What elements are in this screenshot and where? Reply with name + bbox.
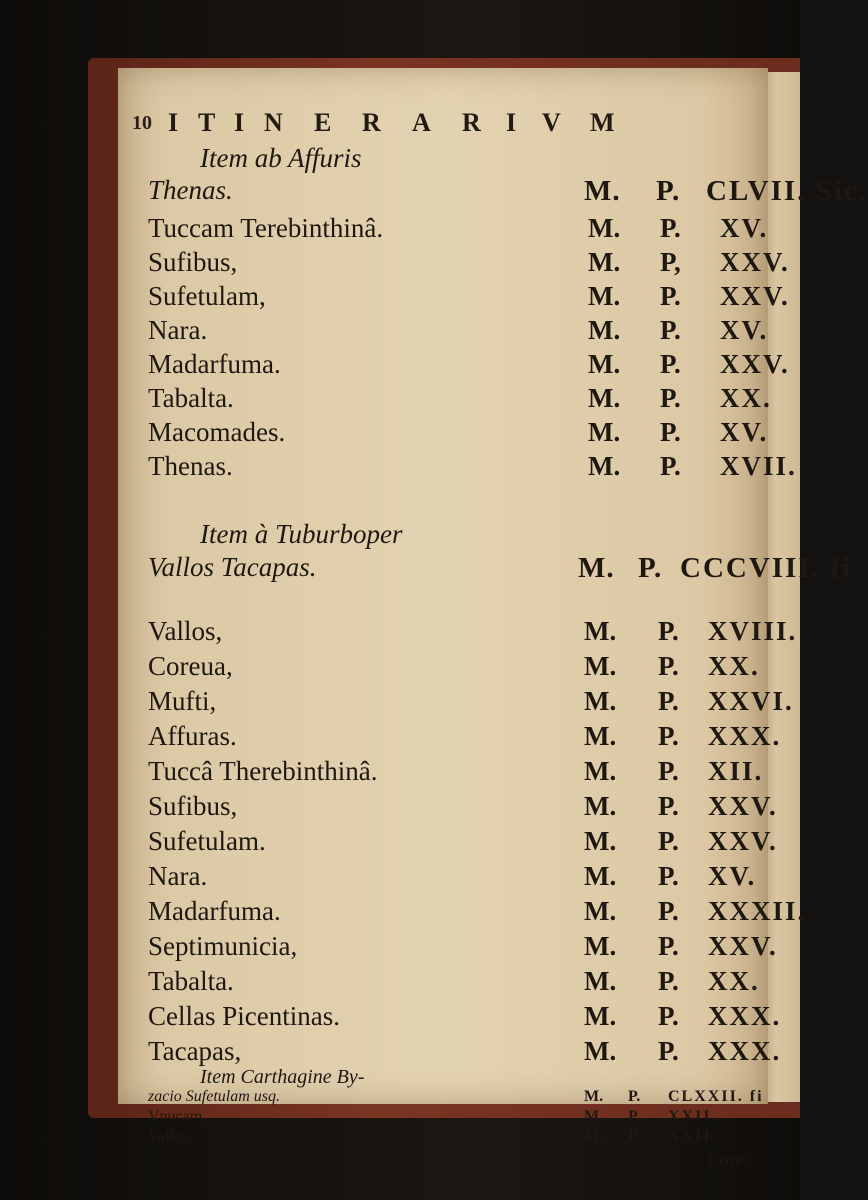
catchword: Core: bbox=[708, 1150, 748, 1170]
itinerary-row bbox=[148, 349, 790, 381]
miles-abbrev: M. bbox=[584, 616, 617, 646]
distance-value: XXX. bbox=[708, 721, 782, 751]
itinerary-row bbox=[148, 1128, 768, 1146]
place-name: Septimunicia, bbox=[148, 931, 298, 961]
passus-abbrev: P. bbox=[656, 175, 681, 207]
running-head-letter: A bbox=[412, 108, 431, 137]
distance-value: XXV. bbox=[708, 931, 778, 961]
passus-abbrev: P. bbox=[658, 896, 679, 926]
miles-abbrev: M. bbox=[584, 175, 621, 207]
itinerary-row bbox=[148, 791, 778, 823]
miles-abbrev: M. bbox=[588, 213, 621, 243]
miles-abbrev: M. bbox=[584, 1108, 604, 1125]
place-name: Sufetulam, bbox=[148, 281, 266, 311]
passus-abbrev: P. bbox=[660, 213, 681, 243]
place-name: Vallos, bbox=[148, 616, 223, 646]
passus-abbrev: P. bbox=[658, 861, 679, 891]
passus-abbrev: P. bbox=[660, 315, 681, 345]
place-name: Vallos. bbox=[148, 1128, 192, 1145]
running-head-letter: M bbox=[590, 108, 615, 137]
miles-abbrev: M. bbox=[588, 315, 621, 345]
place-name: Macomades. bbox=[148, 417, 286, 447]
miles-abbrev: M. bbox=[588, 281, 621, 311]
place-name: Thenas. bbox=[148, 451, 233, 481]
miles-abbrev: M. bbox=[584, 861, 617, 891]
passus-abbrev: P. bbox=[658, 826, 679, 856]
miles-abbrev: M. bbox=[588, 451, 621, 481]
place-name: Madarfuma. bbox=[148, 896, 281, 926]
running-head-letter: T bbox=[198, 108, 216, 137]
running-head-letter: I bbox=[168, 108, 179, 137]
distance-value: XXV. bbox=[720, 281, 790, 311]
distance-value: XII. bbox=[708, 756, 764, 786]
distance-value: XV. bbox=[720, 417, 769, 447]
route-total-row bbox=[148, 1088, 768, 1106]
running-head bbox=[168, 108, 728, 138]
distance-value: XVIII. bbox=[708, 616, 798, 646]
distance-value: XXV. bbox=[708, 826, 778, 856]
itinerary-row bbox=[148, 826, 778, 858]
distance-value: XV. bbox=[708, 861, 757, 891]
route-total-row bbox=[148, 552, 852, 584]
itinerary-row bbox=[148, 756, 768, 788]
running-head-letter: I bbox=[506, 108, 517, 137]
place-name: Tabalta. bbox=[148, 966, 234, 996]
passus-abbrev: P. bbox=[628, 1128, 641, 1145]
place-name: Tabalta. bbox=[148, 383, 234, 413]
place-name: Cellas Picentinas. bbox=[148, 1001, 340, 1031]
miles-abbrev: M. bbox=[584, 1088, 604, 1105]
place-name: Sufetulam. bbox=[148, 826, 266, 856]
running-head-letter: I bbox=[234, 108, 245, 137]
distance-value: XVII. bbox=[720, 451, 797, 481]
place-name: Vnucam, bbox=[148, 1108, 207, 1125]
passus-abbrev: P. bbox=[628, 1108, 641, 1125]
itinerary-row bbox=[148, 861, 768, 893]
itinerary-row bbox=[148, 213, 768, 245]
passus-abbrev: P. bbox=[660, 281, 681, 311]
miles-abbrev: M. bbox=[584, 931, 617, 961]
place-name: Nara. bbox=[148, 861, 208, 891]
section-heading: Item ab Affuris bbox=[200, 143, 362, 173]
itinerary-row bbox=[148, 931, 778, 963]
distance-total: CLXXII. fi bbox=[668, 1088, 764, 1105]
passus-abbrev: P. bbox=[658, 616, 679, 646]
place-name: Mufti, bbox=[148, 686, 217, 716]
running-head-letter: N bbox=[264, 108, 283, 137]
passus-abbrev: P. bbox=[658, 721, 679, 751]
passus-abbrev: P. bbox=[660, 451, 681, 481]
miles-abbrev: M. bbox=[588, 349, 621, 379]
miles-abbrev: M. bbox=[584, 756, 617, 786]
itinerary-row bbox=[148, 966, 768, 998]
running-head-letter: V bbox=[542, 108, 561, 137]
distance-value: XXII. bbox=[668, 1108, 718, 1125]
place-name: Sufibus, bbox=[148, 247, 238, 277]
miles-abbrev: M. bbox=[584, 896, 617, 926]
itinerary-row bbox=[148, 315, 768, 347]
miles-abbrev: M. bbox=[584, 1036, 617, 1066]
passus-abbrev: P, bbox=[660, 247, 681, 277]
section-heading: Item à Tuburboper bbox=[200, 519, 403, 549]
distance-total: CCCVIII. fi bbox=[680, 552, 852, 584]
passus-abbrev: P. bbox=[660, 417, 681, 447]
passus-abbrev: P. bbox=[638, 552, 663, 584]
passus-abbrev: P. bbox=[628, 1088, 641, 1105]
distance-value: XV. bbox=[720, 315, 769, 345]
distance-value: XX. bbox=[708, 966, 760, 996]
miles-abbrev: M. bbox=[584, 966, 617, 996]
running-head-letter: E bbox=[314, 108, 332, 137]
distance-value: XXV. bbox=[708, 791, 778, 821]
place-name: Tacapas, bbox=[148, 1036, 242, 1066]
place-name: Tuccâ Therebinthinâ. bbox=[148, 756, 378, 786]
miles-abbrev: M. bbox=[588, 383, 621, 413]
place-name: Coreua, bbox=[148, 651, 233, 681]
passus-abbrev: P. bbox=[660, 383, 681, 413]
place-name: Sufibus, bbox=[148, 791, 238, 821]
passus-abbrev: P. bbox=[658, 1036, 679, 1066]
itinerary-row bbox=[148, 686, 794, 718]
catchword-row bbox=[148, 1150, 768, 1170]
distance-value: XX. bbox=[708, 651, 760, 681]
passus-abbrev: P. bbox=[658, 651, 679, 681]
passus-abbrev: P. bbox=[658, 686, 679, 716]
miles-abbrev: M. bbox=[584, 1001, 617, 1031]
distance-value: XXXII. bbox=[708, 896, 807, 926]
itinerary-row bbox=[148, 281, 790, 313]
page-number: 10 bbox=[132, 112, 152, 134]
running-head-letter: R bbox=[462, 108, 481, 137]
miles-abbrev: M. bbox=[588, 417, 621, 447]
distance-total: CLVII. Sic. bbox=[706, 175, 868, 207]
miles-abbrev: M. bbox=[584, 791, 617, 821]
distance-value: XXX. bbox=[708, 1001, 782, 1031]
itinerary-row bbox=[148, 1108, 768, 1126]
passus-abbrev: P. bbox=[658, 966, 679, 996]
miles-abbrev: M. bbox=[584, 651, 617, 681]
passus-abbrev: P. bbox=[658, 931, 679, 961]
itinerary-row bbox=[148, 1001, 782, 1033]
distance-value: XV. bbox=[720, 213, 769, 243]
route-destination: Thenas. bbox=[148, 175, 233, 205]
passus-abbrev: P. bbox=[658, 791, 679, 821]
distance-value: XXX. bbox=[708, 1036, 782, 1066]
miles-abbrev: M. bbox=[584, 1128, 604, 1145]
distance-value: XXV. bbox=[720, 349, 790, 379]
itinerary-row bbox=[148, 451, 797, 483]
distance-value: XXII. bbox=[668, 1128, 718, 1145]
itinerary-row bbox=[148, 383, 772, 415]
itinerary-row bbox=[148, 616, 798, 648]
itinerary-row bbox=[148, 721, 782, 753]
section-heading: Item Carthagine By- bbox=[200, 1066, 365, 1088]
place-name: Madarfuma. bbox=[148, 349, 281, 379]
passus-abbrev: P. bbox=[658, 1001, 679, 1031]
itinerary-row bbox=[148, 1036, 782, 1068]
passus-abbrev: P. bbox=[660, 349, 681, 379]
itinerary-row bbox=[148, 417, 768, 449]
passus-abbrev: P. bbox=[658, 756, 679, 786]
route-destination: zacio Sufetulam usq. bbox=[148, 1088, 280, 1105]
itinerary-row bbox=[148, 896, 807, 928]
distance-value: XXVI. bbox=[708, 686, 794, 716]
itinerary-row bbox=[148, 651, 768, 683]
place-name: Nara. bbox=[148, 315, 208, 345]
miles-abbrev: M. bbox=[584, 686, 617, 716]
miles-abbrev: M. bbox=[588, 247, 621, 277]
itinerary-row bbox=[148, 247, 790, 279]
miles-abbrev: M. bbox=[584, 721, 617, 751]
miles-abbrev: M. bbox=[584, 826, 617, 856]
place-name: Affuras. bbox=[148, 721, 237, 751]
distance-value: XX. bbox=[720, 383, 772, 413]
distance-value: XXV. bbox=[720, 247, 790, 277]
running-head-letter: R bbox=[362, 108, 381, 137]
route-destination: Vallos Tacapas. bbox=[148, 552, 317, 582]
route-total-row bbox=[148, 175, 868, 207]
place-name: Tuccam Terebinthinâ. bbox=[148, 213, 384, 243]
miles-abbrev: M. bbox=[578, 552, 615, 584]
